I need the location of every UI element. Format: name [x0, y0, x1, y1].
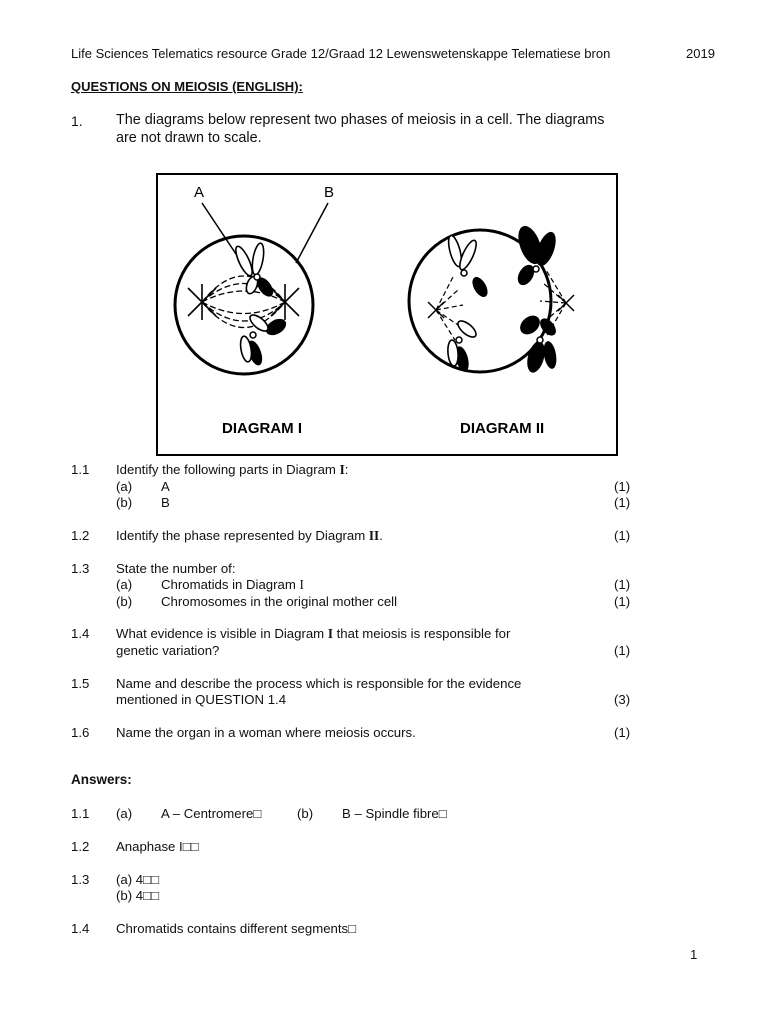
header-text: Life Sciences Telematics resource Grade 12/Graad 12 Lewenswetenskappe Telematiese bron [71, 46, 611, 61]
question-number: 1.5 [71, 676, 90, 691]
section-title: QUESTIONS ON MEIOSIS (ENGLISH): [71, 79, 303, 94]
sub-text: Chromatids in Diagram I [161, 577, 304, 592]
mark: (1) [614, 495, 631, 510]
caption-diagram-1: DIAGRAM I [222, 420, 302, 437]
answer-text: Anaphase I□□ [116, 839, 199, 854]
diagram-1-cell [175, 236, 313, 374]
mark: (1) [614, 643, 631, 658]
question-text: Name and describe the process which is responsible for the evidence [116, 676, 522, 691]
answer-text: B – Spindle fibre□ [342, 806, 447, 821]
mark: (3) [614, 692, 631, 707]
answer-sub-label: (a) [116, 806, 133, 821]
sub-label: (b) [116, 594, 133, 609]
question-text: Identify the following parts in Diagram I: [116, 462, 349, 477]
label-a: A [194, 184, 205, 201]
meiosis-figure [156, 173, 618, 456]
question-number: 1. [71, 113, 83, 129]
question-number: 1.2 [71, 528, 90, 543]
answer-sub-label: (b) [297, 806, 314, 821]
answer-text: Chromatids contains different segments□ [116, 921, 357, 936]
mark: (1) [614, 479, 631, 494]
answer-text: (b) 4□□ [116, 888, 160, 903]
answer-number: 1.1 [71, 806, 90, 821]
question-number: 1.4 [71, 626, 90, 641]
question-text: State the number of: [116, 561, 236, 576]
mark: (1) [614, 528, 631, 543]
sub-text: Chromosomes in the original mother cell [161, 594, 398, 609]
answer-number: 1.3 [71, 872, 90, 887]
question-text: The diagrams below represent two phases of meiosis in a cell. The diagrams [116, 112, 605, 128]
answer-text: (a) 4□□ [116, 872, 160, 887]
answers-title: Answers: [71, 772, 132, 787]
question-text: Name the organ in a woman where meiosis occurs. [116, 725, 416, 740]
label-b: B [324, 184, 335, 201]
answer-number: 1.2 [71, 839, 90, 854]
question-number: 1.1 [71, 462, 90, 477]
answer-number: 1.4 [71, 921, 90, 936]
answer-text: A – Centromere□ [161, 806, 262, 821]
sub-text: B [161, 495, 170, 510]
question-text: mentioned in QUESTION 1.4 [116, 692, 287, 707]
question-text: Identify the phase represented by Diagram II. [116, 528, 383, 543]
mark: (1) [614, 725, 631, 740]
diagram-2-cell [409, 223, 574, 375]
mark: (1) [614, 577, 631, 592]
caption-diagram-2: DIAGRAM II [460, 420, 545, 437]
sub-label: (a) [116, 479, 133, 494]
question-number: 1.3 [71, 561, 90, 576]
question-text: are not drawn to scale. [116, 130, 262, 146]
question-text: genetic variation? [116, 643, 220, 658]
mark: (1) [614, 594, 631, 609]
sub-text: A [161, 479, 170, 494]
page-number: 1 [690, 947, 698, 962]
header-year: 2019 [686, 46, 715, 61]
question-number: 1.6 [71, 725, 90, 740]
question-text: What evidence is visible in Diagram I that meiosis is responsible for [116, 626, 511, 641]
sub-label: (b) [116, 495, 133, 510]
sub-label: (a) [116, 577, 133, 592]
